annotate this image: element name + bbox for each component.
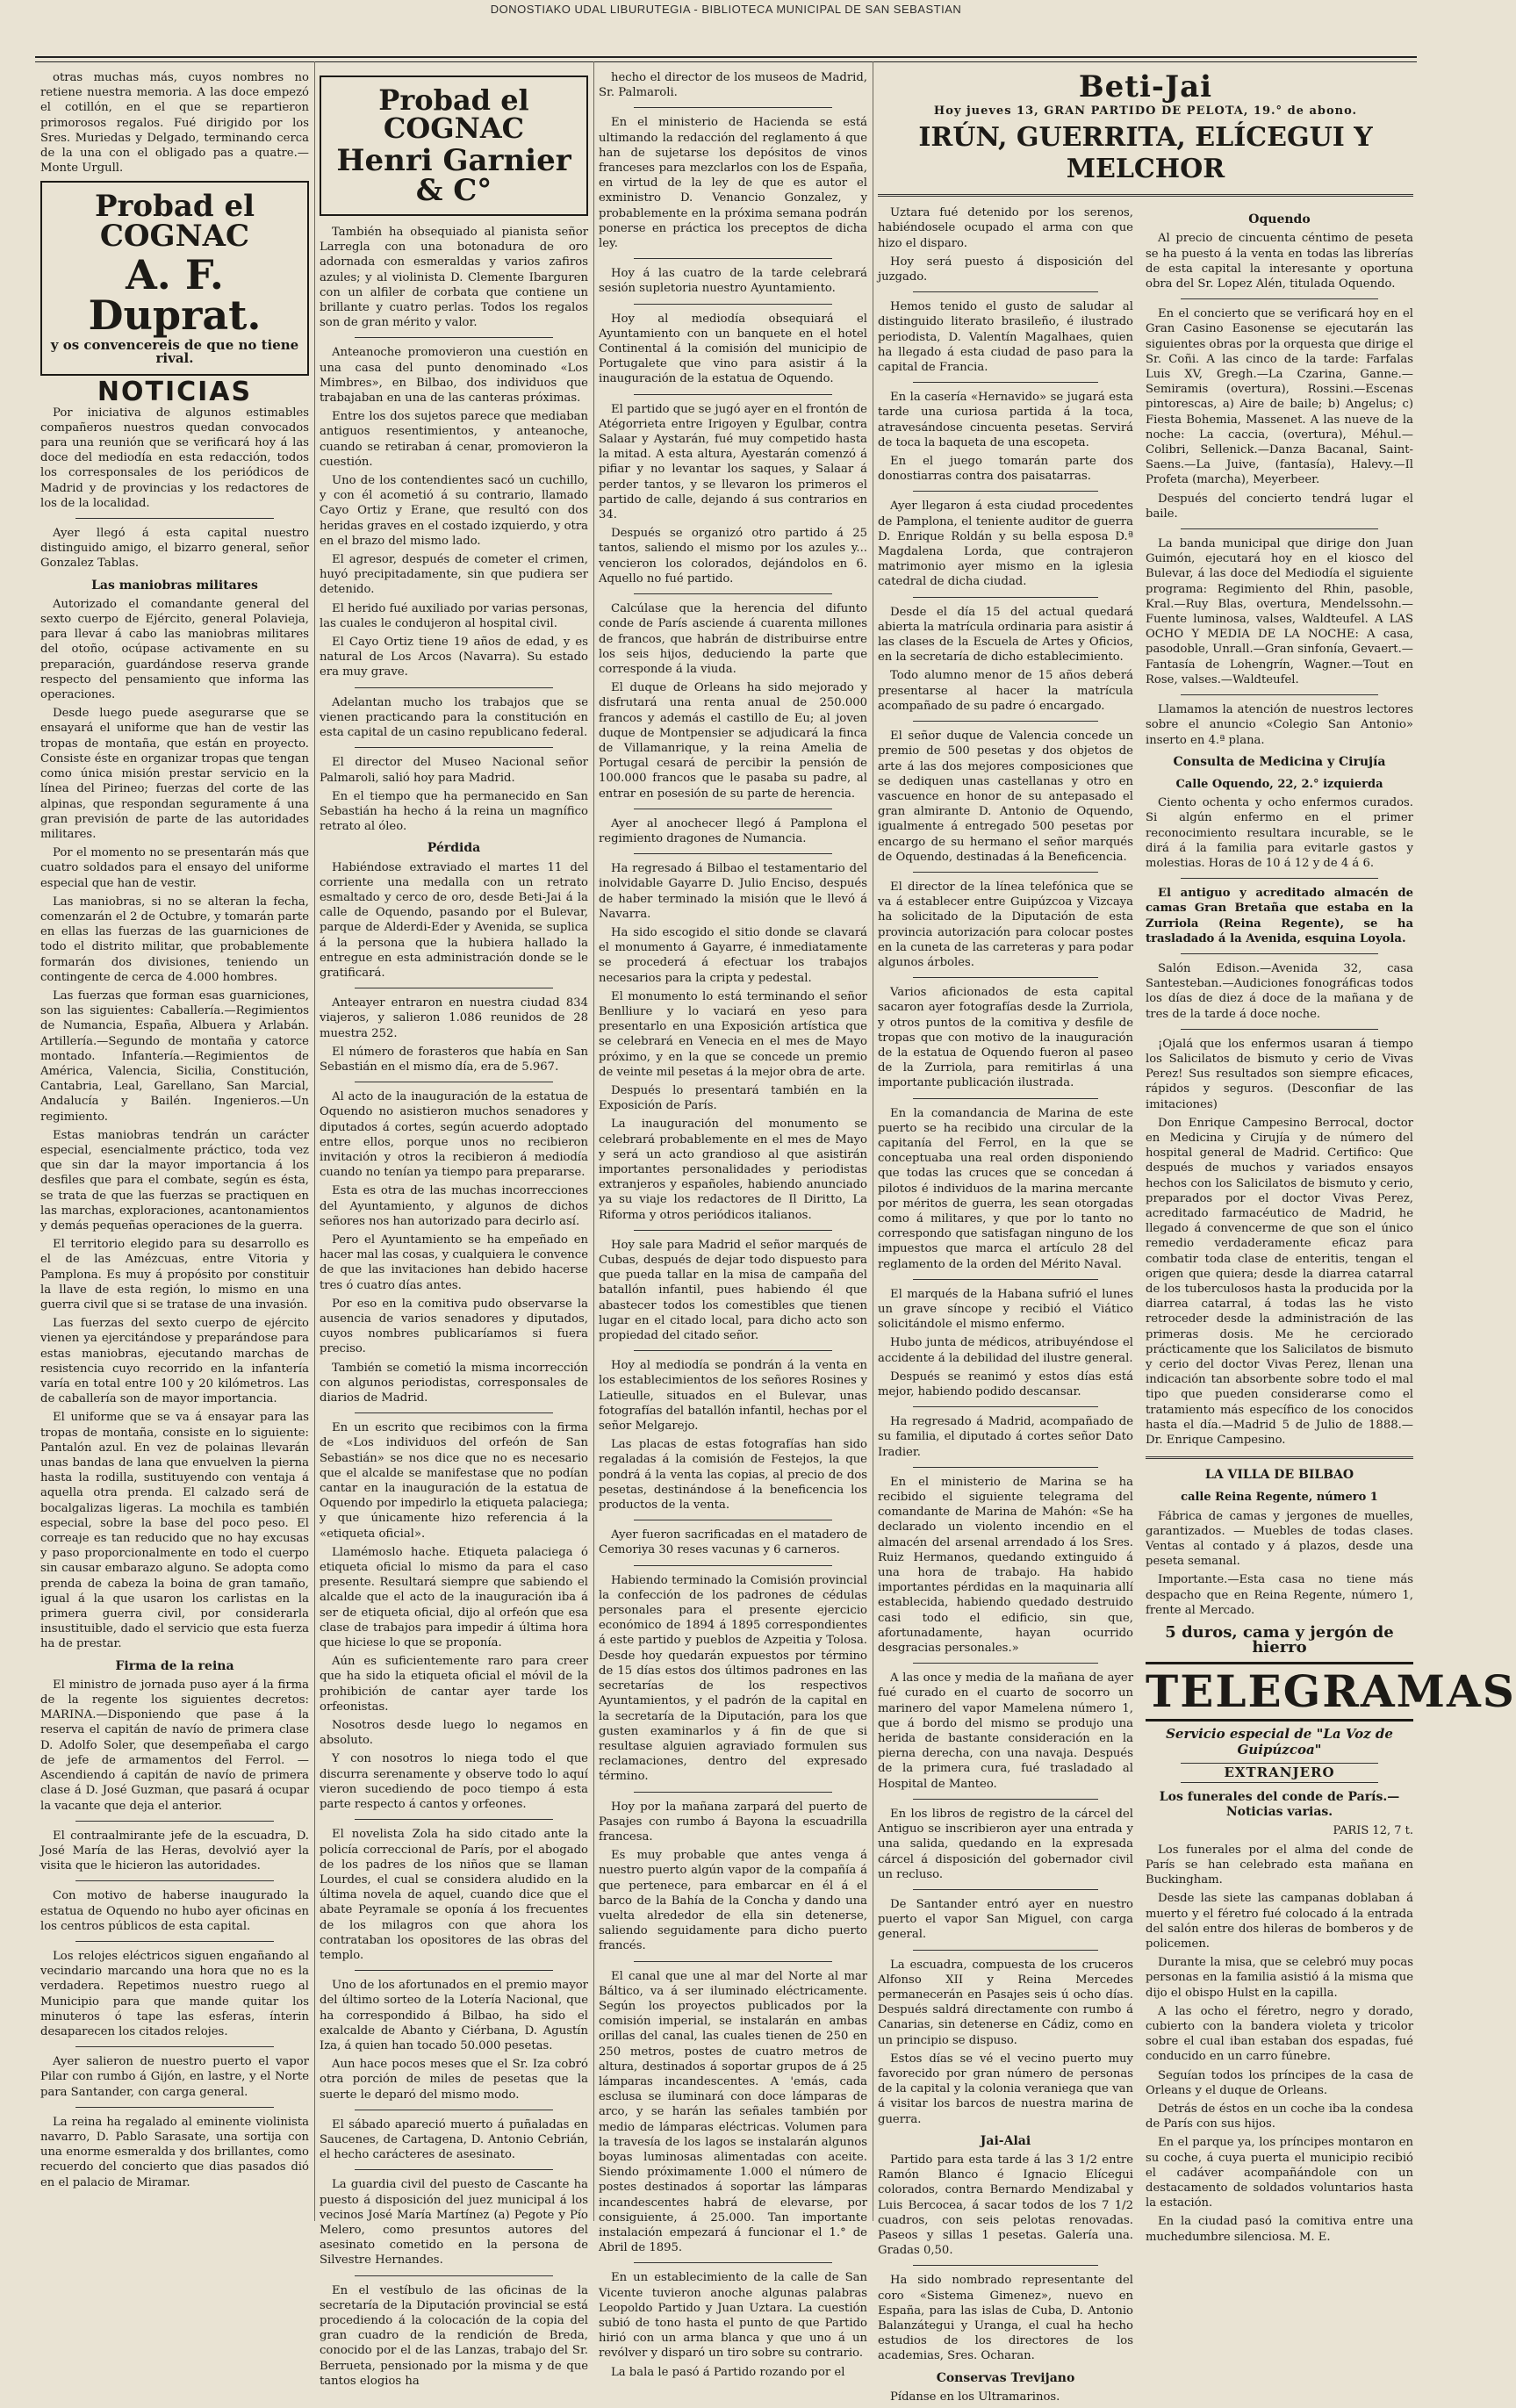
paragraph: Estos días se vé el vecino puerto muy favorecido por gran número de personas de la capital y la colonia veraniega que van á visitar los barcos de nuestra marina de guerra. (878, 2052, 1133, 2126)
paragraph: Todo alumno menor de 15 años deberá presentarse al hacer la matrícula acompañado de su padre ó encargado. (878, 669, 1133, 713)
paragraph: Hubo junta de médicos, atribuyéndose el accidente á la debilidad del ilustre general. (878, 1336, 1133, 1365)
paragraph: Pídanse en los Ultramarinos. (890, 2390, 1060, 2404)
paragraph: En el tiempo que ha permanecido en San Sebastián ha hecho á la reina un magnífico retrato al óleo. (320, 789, 588, 834)
ad-tagline: y os convencereis de que no tiene rival. (50, 337, 299, 367)
divider (634, 394, 832, 395)
paragraph: El Cayo Ortiz tiene 19 años de edad, y es natural de Los Arcos (Navarra). Su estado era muy grave. (320, 636, 588, 679)
paragraph: El ministro de jornada puso ayer á la firma de la regente los siguientes decretos: MARINA.—Disponiendo que pase á la reserva el capitán de navío de primera clase D. Adolfo Soler, que desempeñaba el cargo de jefe de armamentos del Ferrol. —Ascendiendo á capitán de navío de primera clase á D. José Guzman, que pasará á ocupar la vacante que deja el anterior. (40, 1678, 309, 1813)
divider (355, 1970, 553, 1971)
paragraph: En el concierto que se verificará hoy en el Gran Casino Easonense se ejecutarán las siguientes obras por la orquesta que dirige el Sr. Coñi. A las cinco de la tarde: Farfalas Luis XV, Gregh.—La Czarina, Ganne.—Semiramis (overtura), Rossini.—Escenas pintorescas, a) Aire de baile; b) Angelus; c) Fiesta Bohemia, Massenet. A las nueve de la noche: La caccia, (overtura), Méhul.—Colibri, Sellenick.—Danza Bacanal, Saint-Saens.—La Juive, (fantasía), Halevy.—Il Profeta (marcha), Meyerbeer. (1146, 307, 1413, 487)
divider (355, 337, 553, 338)
heading-villa-bilbao: LA VILLA DE BILBAO (1204, 1468, 1354, 1483)
divider (913, 1467, 1098, 1468)
divider (913, 977, 1098, 978)
column-4 (878, 69, 1516, 2404)
paragraph: Calcúlase que la herencia del difunto conde de París asciende á cuarenta millones de francos, que habrán de distribuirse entre los seis hijos, deduciendo la parte que corresponde á la viuda. (599, 602, 867, 676)
telegramas-subtitle: Servicio especial de "La Voz de Guipúzcoa" (1166, 1726, 1393, 1757)
paragraph: El marqués de la Habana sufrió el lunes un grave síncope y recibió el Viático solicitándole el mismo enfermo. (878, 1287, 1133, 1332)
heading-perdida: Pérdida (427, 841, 481, 856)
paragraph: Ha sido escogido el sitio donde se clavará el monumento á Gayarre, é inmediatamente se procederá á efectuar los trabajos necesarios para la cripta y pedestal. (599, 925, 867, 985)
paragraph: Hoy al mediodía obsequiará el Ayuntamiento con un banquete en el hotel Continental á la comisión del municipio de Portugalete que vino para asistir á la inauguración de la estatua de Oquendo. (599, 312, 867, 386)
paragraph: Ayer llegaron á esta ciudad procedentes de Pamplona, el teniente auditor de guerra D. Enrique Roldán y su bella esposa D.ª Magdalena Lorda, que contrajeron matrimonio ayer mismo en la iglesia catedral de dicha ciudad. (878, 500, 1133, 589)
paragraph: Las fuerzas del sexto cuerpo de ejército vienen ya ejercitándose y preparándose para estas maniobras, ejecutando marchas de resistencia cuyo recorrido en la infantería varía en total entre 100 y 20 kilómetros. Las de caballería son de mayor importancia. (40, 1317, 309, 1406)
divider (913, 2265, 1098, 2266)
paragraph: Adelantan mucho los trabajos que se vienen practicando para la constitución en esta capital de un casino republicano federal. (320, 695, 588, 740)
heading-firma: Firma de la reina (115, 1658, 234, 1673)
paragraph: Durante la misa, que se celebró muy pocas personas en la familia asistió á la misma que dijo el obispo Hulst en la capilla. (1146, 1956, 1413, 2000)
divider (1181, 694, 1378, 695)
paragraph: Pero el Ayuntamiento se ha empeñado en hacer mal las cosas, y cualquiera le convence de que las invitaciones han debido hacerse tres ó cuatro días antes. (320, 1233, 588, 1292)
paragraph: Hoy por la mañana zarpará del puerto de Pasajes con rumbo á Bayona la escuadrilla francesa. (599, 1800, 867, 1844)
paragraph: Salón Edison.—Avenida 32, casa Santesteban.—Audiciones fonográficas todos los días de diez á doce de la mañana y de tres de la tarde á doce noche. (1146, 961, 1413, 1021)
divider (913, 291, 1098, 292)
divider (75, 1821, 274, 1822)
heading-oquendo: Oquendo (1248, 212, 1311, 227)
paragraph: El director del Museo Nacional señor Palmaroli, salió hoy para Madrid. (320, 756, 588, 785)
divider (75, 2046, 274, 2047)
paragraph: Entre los dos sujetos parece que mediaban antiguos resentimientos, y anteanoche, cuando se retiraban á cenar, promovieron la cuestión. (320, 410, 588, 469)
divider (75, 518, 274, 519)
column-4b (1146, 205, 1516, 2408)
divider (355, 687, 553, 688)
ad-brand: A. F. Duprat. (88, 251, 262, 340)
paragraph: El uniforme que se va á ensayar para las tropas de montaña, consiste en lo siguiente: Pantalón azul. En vez de polainas llevarán unas bandas de lana que envuelven la pierna hasta la rodilla, sustituyendo con ventaja á aquella otra prenda. El calzado será de bocalgalizas ligeras. La mochila es también especial, sobre la base del poco peso. El correaje es tan reducido que no hay excusas y paso proporcionalmente en todo el cuerpo sin causar embarazo alguno. Se adopta como prenda de cabeza la boina de gran tamaño, igual á la que usaron los carlistas en la primera guerra civil, por considerarla insustituible, dado el servicio que esta fuerza ha de prestar. (40, 1411, 309, 1651)
paragraph: Nosotros desde luego lo negamos en absoluto. (320, 1719, 588, 1748)
divider (1181, 1029, 1378, 1030)
beti-jai-title: Beti-Jai (1078, 69, 1213, 104)
heading-jai-alai: Jai-Alai (980, 2133, 1031, 2148)
paragraph: En el ministerio de Marina se ha recibido el siguiente telegrama del comandante de Marina de Mahón: «Se ha declarado un violento incendio en el almacén del arsenal arrendado á los Sres. Ruiz Hermanos, quedando extinguido á una hora de trabajo. Ha habido importantes pérdidas en la maquinaria allí establecida, habiendo quedado destruido casi todo el edificio, sin que, afortunadamente, hayan ocurrido desgracias personales.» (878, 1475, 1133, 1656)
divider (75, 1941, 274, 1942)
paragraph: Después del concierto tendrá lugar el baile. (1146, 492, 1413, 521)
paragraph: El antiguo y acreditado almacén de camas Gran Bretaña que estaba en la Zurriola (Reina Regente), se ha trasladado á la Avenida, esquina Loyola. (1146, 887, 1413, 945)
paragraph: La bala le pasó á Partido rozando por el (611, 2365, 845, 2379)
paragraph: Las placas de estas fotografías han sido regaladas á la comisión de Festejos, la que pondrá á la venta las copias, al precio de dos pesetas, destinándose á la beneficencia los productos de la venta. (599, 1438, 867, 1513)
paragraph: Los funerales por el alma del conde de París se han celebrado esta mañana en Buckingham. (1146, 1843, 1413, 1887)
paragraph: Ciento ochenta y ocho enfermos curados. Si algún enfermo en el primer reconocimiento resultara incurable, se le dirá á la familia para evitarle gastos y molestias. Horas de 10 á 12 y de 4 á 6. (1146, 796, 1413, 870)
ad-headline: Probad el COGNAC (94, 189, 255, 255)
cognac-garnier-ad (320, 75, 588, 216)
divider (1181, 878, 1378, 879)
paragraph: Aún es suficientemente raro para creer que ha sido la etiqueta oficial el móvil de la prohibición de cantar ayer tarde los orfeonistas. (320, 1655, 588, 1714)
paragraph: otras muchas más, cuyos nombres no retiene nuestra memoria. A las doce empezó el cotillón, en el que se repartieron primorosos regalos. Fué dirigido por los Sres. Muriedas y Delgado, terminando cerca de la una con el obligado pas a quatre.—Monte Urgull. (40, 71, 309, 176)
telegramas-title: TELEGRAMAS (1146, 1662, 1413, 1722)
paragraph: El duque de Orleans ha sido mejorado y disfrutará una renta anual de 250.000 francos y además el castillo de Eu; al joven duque de Montpensier se adjudicará la finca de Villamanrique, y la reina Amelia de Portugal cesará de percibir la pensión de 100.000 francos que le pasaba su padre, al entrar en posesión de su parte de herencia. (599, 681, 867, 801)
telegramas-section (1146, 1662, 1516, 1783)
divider (634, 304, 832, 305)
divider (634, 593, 832, 594)
divider (75, 2107, 274, 2108)
divider (913, 597, 1098, 598)
divider (634, 1792, 832, 1793)
paragraph: En un establecimiento de la calle de San Vicente tuvieron anoche algunas palabras Leopoldo Partido y Juan Uztara. La cuestión subió de tono hasta el punto de que Partido hirió con un arma blanca y que uno á un revólver y disparó un tiro sobre su contrario. (599, 2271, 867, 2361)
column-rule (314, 61, 315, 2221)
paragraph: El director de la línea telefónica que se va á establecer entre Guipúzcoa y Vizcaya ha solicitado de la Diputación de esta provincia autorización para colocar postes en la cuneta de las carreteras y para podar algunos árboles. (878, 880, 1133, 969)
paragraph: En los libros de registro de la cárcel del Antiguo se inscribieron ayer una entrada y una salida, quedando en la expresada cárcel á disposición del gobernador civil un recluso. (878, 1807, 1133, 1881)
divider (913, 1950, 1098, 1951)
cognac-duprat-ad (40, 181, 309, 376)
paragraph: Con motivo de haberse inaugurado la estatua de Oquendo no hubo ayer oficinas en los centros públicos de esta capital. (40, 1889, 309, 1933)
paragraph: La guardia civil del puesto de Cascante ha puesto á disposición del juez municipal á los vecinos José María Martínez (a) Pegote y Pío Melero, como presuntos autores del asesinato cometido en la persona de Silvestre Hernandes. (320, 2178, 588, 2268)
paragraph: La banda municipal que dirige don Juan Guimón, ejecutará hoy en el kiosco del Bulevar, á las doce del Mediodía el siguiente programa: Regimiento del Rhin, pasoble, Kral.—Ruy Blas, overtura, Mendelssohn.—Fuente luminosa, valses, Waldteufel. A LAS OCHO Y MEDIA DE LA NOCHE: A casa, pasodoble, Unrall.—Gran sinfonía, Gevaert.—Fantasía de Lohengrín, Wagner.—Tout en Rose, valses.—Waldteufel. (1146, 537, 1413, 686)
paragraph: Llamamos la atención de nuestros lectores sobre el anuncio «Colegio San Antonio» inserto en 4.ª plana. (1146, 703, 1413, 747)
column-1 (40, 70, 309, 2212)
paragraph: Ha regresado á Madrid, acompañado de su familia, el diputado á cortes señor Dato Iradier. (878, 1415, 1133, 1459)
beti-jai-players: IRÚN, GUERRITA, ELÍCEGUI Y MELCHOR (918, 122, 1373, 185)
paragraph: Después se organizó otro partido á 25 tantos, saliendo el mismo por los azules y... vencieron los colorados, dejándolos en 6. Aquello no fué partido. (599, 527, 867, 586)
divider (878, 194, 1413, 197)
paragraph: Hoy sale para Madrid el señor marqués de Cubas, después de dejar todo dispuesto para que pueda tallar en la misa de campaña del batallón infantil, pues habiendo él que abastecer todos los comestibles que tienen lugar en el citado local, para dicho acto son propiedad del citado señor. (599, 1238, 867, 1343)
divider (913, 1098, 1098, 1099)
paragraph: Aun hace pocos meses que el Sr. Iza cobró otra porción de miles de pesetas que la suerte le deparó del mismo modo. (320, 2058, 588, 2102)
paragraph: Habiendo terminado la Comisión provincial la confección de los padrones de cédulas personales para el presente ejercicio económico de 1894 á 1895 correspondientes á este partido y pueblos de Azpeitia y Tolosa. Desde hoy quedarán expuestos por término de 15 días estos dos últimos padrones en las secretarías de los respectivos Ayuntamientos, y el padrón de la capital en la secretaría de la Diputación, para los que gusten examinarlos y á fin de que si resultase alguien agraviado formulen sus reclamaciones, dentro del expresado término. (599, 1573, 867, 1784)
divider (355, 1412, 553, 1413)
divider (634, 1350, 832, 1351)
divider (1181, 528, 1378, 529)
paragraph: Y con nosotros lo niega todo el que discurra serenamente y observe todo lo aquí vieron sucediendo de poco tiempo á esta parte respecto á cantos y orfeones. (320, 1752, 588, 1812)
divider (913, 1279, 1098, 1280)
divider (1181, 953, 1378, 954)
column-2 (320, 70, 588, 2388)
paragraph: El agresor, después de cometer el crimen, huyó precipitadamente, sin que pudiera ser detenido. (320, 553, 588, 597)
paragraph: ¡Ojalá que los enfermos usaran á tiempo los Salicilatos de bismuto y cerio de Vivas Perez! Sus resultados son siempre eficaces, rápidos y seguros. (Desconfiar de las imitaciones) (1146, 1037, 1413, 1111)
paragraph: Anteanoche promovieron una cuestión en una casa del punto denominado «Los Mimbres», en Bilbao, dos individuos que trabajaban en una de las canteras próximas. (320, 346, 588, 406)
dateline: PARIS 12, 7 t. (1333, 1824, 1413, 1838)
paragraph: Hemos tenido el gusto de saludar al distinguido literato brasileño, é ilustrado periodista, D. Valentín Magalhaes, quien ha llegado á esta ciudad de paso para la capital de Francia. (878, 300, 1133, 375)
paragraph: En el juego tomarán parte dos donostiarras contra dos paisatarras. (878, 455, 1133, 484)
paragraph: En el vestíbulo de las oficinas de la secretaría de la Diputación provincial se está procediendo á la colocación de la copia del gran cuadro de la rendición de Breda, conocido por el de las Lanzas, trabajo del Sr. Berrueta, pensionado por la misma y de que tantos elogios ha (320, 2283, 588, 2388)
paragraph: El canal que une al mar del Norte al mar Báltico, va á ser iluminado eléctricamente. Según los proyectos publicados por la comisión imperial, se instalarán en ambas orillas del canal, las cuales tienen de 250 en 250 metros, postes de cuatro metros de altura, destinados á soportar grupos de á 25 lámparas incandescentes. A 'emás, cada esclusa se iluminará con doce lámparas de arco, y se harán las señales también por medio de lámparas eléctricas. Volumen para la travesía de los lagos se instalarán algunos boyas luminosas alimentadas con aceite. Siendo próximamente 1.000 el número de postes destinados á soportar las lámparas incandescentes habrá de elevarse, por consiguiente, á 25.000. Tan importante instalación empezará á funcionar el 1.° de Abril de 1895. (599, 1969, 867, 2255)
paragraph: Por eso en la comitiva pudo observarse la ausencia de varios senadores y diputados, cuyos nombres publicaríamos si fuera preciso. (320, 1297, 588, 1356)
library-banner: DONOSTIAKO UDAL LIBURUTEGIA - BIBLIOTECA MUNICIPAL DE SAN SEBASTIAN (490, 3, 962, 16)
paragraph: Hoy al mediodía se pondrán á la venta en los establecimientos de los señores Rosines y Latieulle, situados en el Bulevar, unas fotografías del batallón infantil, hechas por el señor Melgarejo. (599, 1359, 867, 1434)
paragraph: El señor duque de Valencia concede un premio de 500 pesetas y dos objetos de arte á las dos mejores composiciones que se dediquen unas castellanas y otro en vascuence en honor de su antepasado el gran almirante D. Antonio de Oquendo, igualmente á entregado 500 pesetas por encargo de su hermano el señor marqués de Oquendo, destinadas á la Beneficencia. (878, 730, 1133, 864)
divider (355, 2275, 553, 2276)
divider (913, 382, 1098, 383)
paragraph: El novelista Zola ha sido citado ante la policía correccional de París, por el abogado de los padres de los niños que se llaman Lourdes, el cual se considera aludido en la última novela de aquel, cuando dice que el abate Peyramale se oponía á los frecuentes de los milagros con que ahora los contrataban los opositores de las obras del templo. (320, 1828, 588, 1962)
paragraph: Ha sido nombrado representante del coro «Sistema Gimenez», nuevo en España, para las islas de Cuba, D. Antonio Balanzátegui y Uranga, el cual ha hecho estudios de los directores de los academias, Sres. Ocharan. (878, 2274, 1133, 2363)
divider (913, 1889, 1098, 1890)
paragraph: La escuadra, compuesta de los cruceros Alfonso XII y Reina Mercedes permanecerán en Pasajes seis ú ocho días. Después saldrá directamente con rumbo á Canarias, sin detenerse en Cádiz, como en un principio se dispuso. (878, 1958, 1133, 2047)
ad-headline: Probad el COGNAC (378, 83, 529, 145)
divider (355, 2169, 553, 2170)
section-title-noticias: NOTICIAS (97, 377, 253, 408)
column-4-split (878, 205, 1516, 2408)
paragraph: Las maniobras, si no se alteran la fecha, comenzarán el 2 de Octubre, y tomarán parte en ellas las fuerzas de las guarniciones de todo el distrito militar, que probablemente formarán dos divisiones, teniendo un contingente de cerca de 4.000 hombres. (40, 895, 309, 984)
price-line: 5 duros, cama y jergón de hierro (1165, 1623, 1394, 1657)
divider (634, 1961, 832, 1962)
paragraph: De Santander entró ayer en nuestro puerto el vapor San Miguel, con carga general. (878, 1897, 1133, 1942)
paragraph: Fábrica de camas y jergones de muelles, garantizados. — Muebles de todas clases. Ventas al contado y á plazos, desde una peseta semanal. (1146, 1509, 1413, 1569)
divider (634, 1565, 832, 1566)
paragraph: En la casería «Hernavido» se jugará esta tarde una curiosa partida á la toca, atravesándose cincuenta pesetas. Servirá de toca la baqueta de una escopeta. (878, 391, 1133, 449)
paragraph: Las fuerzas que forman esas guarniciones, son las siguientes: Caballería.—Regimientos de Numancia, España, Albuera y Arlabán. Artillería.—Segundo de montaña y catorce montado. Infantería.—Regimientos de América, Valencia, Sicilia, Constitución, Cantabria, Leal, Garellano, San Marcial, Andalucía y Bailén. Ingenieros.—Un regimiento. (40, 988, 309, 1124)
paragraph: Hoy será puesto á disposición del juzgado. (878, 255, 1133, 284)
divider (75, 1880, 274, 1881)
paragraph: Por iniciativa de algunos estimables compañeros nuestros quedan convocados para una reunión que se verificará hoy á las doce del mediodía en esta redacción, todos los corresponsales de los periódicos de Madrid y de provincias y los redactores de los de la localidad. (40, 406, 309, 510)
consulta-address: Calle Oquendo, 22, 2.° izquierda (1175, 777, 1383, 791)
paragraph: También ha obsequiado al pianista señor Larregla con una botonadura de oro adornada con esmeraldas y varios zafiros azules; y al violinista D. Clemente Ibarguren con un alfiler de corbata que contiene un brillante y cuatro perlas. Todos los regalos son de gran mérito y valor. (320, 226, 588, 330)
divider (1146, 1456, 1413, 1459)
telegram-headline: Los funerales del conde de París.—Noticias varias. (1159, 1790, 1400, 1820)
telegramas-extranjero: EXTRANJERO (1181, 1763, 1378, 1783)
paragraph: Importante.—Esta casa no tiene más despacho que en Reina Regente, número 1, frente al Mercado. (1146, 1573, 1413, 1617)
paragraph: Uno de los contendientes sacó un cuchillo, y con él acometió á su contrario, llamado Cayo Ortiz y Erane, que resultó con dos heridas graves en el costado izquierdo, y otra en el brazo del mismo lado. (320, 474, 588, 548)
heading-consulta: Consulta de Medicina y Cirujía (1173, 754, 1386, 769)
paragraph: Al precio de cincuenta céntimo de peseta se ha puesto á la venta en todas las librerías de esta capital la interesante y oportuna obra del Sr. Lopez Alén, titulada Oquendo. (1146, 232, 1413, 291)
divider (355, 747, 553, 748)
paragraph: Esta es otra de las muchas incorrecciones del Ayuntamiento, y algunos de dichos señores nos han autorizado para decirlo así. (320, 1184, 588, 1228)
divider (634, 107, 832, 108)
paragraph: El número de forasteros que había en San Sebastián en el mismo día, era de 5.967. (320, 1045, 588, 1074)
paragraph: El territorio elegido para su desarrollo es el de las Amézcuas, entre Vitoria y Pamplona. Es muy á propósito por constituir la llave de esta región, lo mismo en una guerra civil que si se tratase de una invasión. (40, 1238, 309, 1312)
paragraph: Es muy probable que antes venga á nuestro puerto algún vapor de la compañía á que pertenece, para embarcar en él á el barco de la Bahía de la Concha y dando una vuelta alrededor de ella sin detenerse, saliendo seguidamente para dicho puerto francés. (599, 1849, 867, 1953)
beti-jai-notice (878, 70, 1413, 185)
heading-conservas: Conservas Trevijano (936, 2370, 1075, 2385)
divider (913, 721, 1098, 722)
ad-brand: Henri Garnier & C° (336, 143, 571, 208)
paragraph: Los relojes eléctricos siguen engañando al vecindario marcando una hora que no es la verdadera. Repetimos nuestro ruego al Municipio para que mande quitar los minuteros ó tape las esferas, ínterin desaparecen los citados relojes. (40, 1949, 309, 2038)
paragraph: Partido para esta tarde á las 3 1/2 entre Ramón Blanco é Ignacio Elícegui colorados, contra Bernardo Mendizabal y Luis Bercocea, á sacar todos de los 7 1/2 cuadros, con seis pelotas renovadas. Paseos y sillas 1 pesetas. Galería una. Gradas 0,50. (878, 2153, 1133, 2258)
divider (634, 853, 832, 854)
paragraph: A las ocho el féretro, negro y dorado, cubierto con la bandera violeta y tricolor sobre el cual iban estaban dos espadas, fué conducido en un carro fúnebre. (1146, 2004, 1413, 2064)
paragraph: Autorizado el comandante general del sexto cuerpo de Ejército, general Polavieja, para llevar á cabo las maniobras militares del otoño, ocúpase activamente en su preparación, guardándose reserva grande respecto del pensamiento que informa las operaciones. (40, 597, 309, 702)
paragraph: Por el momento no se presentarán más que cuatro soldados para el ensayo del uniforme especial que han de vestir. (40, 846, 309, 890)
paragraph: Uztara fué detenido por los serenos, habiéndosele ocupado el arma con que hizo el disparo. (878, 206, 1133, 250)
paragraph: Varios aficionados de esta capital sacaron ayer fotografías desde la Zurriola, y otros puntos de la comitiva y desfile de tropas que con motivo de la inauguración de la estatua de Oquendo fueron al paseo de la Zurriola, para remitirlas á una importante publicación ilustrada. (878, 986, 1133, 1090)
paragraph: Después lo presentará también en la Exposición de París. (599, 1083, 867, 1113)
paragraph: En el ministerio de Hacienda se está ultimando la redacción del reglamento á que han de sujetarse los depósitos de vinos franceses para mezclarlos con los de España, en virtud de la ley de que es autor el exministro D. Venancio Gonzalez, y probablemente en la próxima semana podrán ponerse en práctica los preceptos de dicha ley. (599, 116, 867, 251)
paragraph: En la comandancia de Marina de este puerto se ha recibido una circular de la capitanía del Ferrol, en la que se conceptuaba una real orden disponiendo que todas las cruces que se concedan á pilotos é individuos de la marina mercante por méritos de guerra, les sean otorgadas como á militares, y que por lo tanto no correspondo que satisfagan ninguno de los impuestos que marca el artículo 28 del reglamento de la orden del Mérito Naval. (878, 1106, 1133, 1271)
paragraph: Después se reanimó y estos días está mejor, habiendo podido descansar. (878, 1369, 1133, 1399)
paragraph: El monumento lo está terminando el señor Benlliure y lo vaciará en yeso para presentarlo en una Exposición artística que se celebrará en Venecia en el mes de Mayo próximo, y en la que se concede un premio de veinte mil pesetas á la mejor obra de arte. (599, 989, 867, 1079)
paragraph: Hoy á las cuatro de la tarde celebrará sesión supletoria nuestro Ayuntamiento. (599, 267, 867, 296)
divider (355, 1819, 553, 1820)
paragraph: El sábado apareció muerto á puñaladas en Saucenes, de Cartagena, D. Antonio Cebrián, el hecho carácteres de asesinato. (320, 2117, 588, 2162)
column-4a (878, 205, 1133, 2408)
paragraph: Desde las siete las campanas doblaban á muerto y el féretro fué colocado á la entrada del salón entre dos hileras de bomberos y de policemen. (1146, 1892, 1413, 1951)
paragraph: La inauguración del monumento se celebrará probablemente en el mes de Mayo y será un acto grandioso al que asistirán importantes personalidades y periodistas extranjeros y españoles, habiendo anunciado ya su viaje los redactores de Il Diritto, La Riforma y otros periódicos italianos. (599, 1118, 867, 1222)
paragraph: Desde el día 15 del actual quedará abierta la matrícula ordinaria para asistir á las clases de la Escuela de Artes y Oficios, en la secretaría de dicho establecimiento. (878, 605, 1133, 665)
paragraph: A las once y media de la mañana de ayer fué curado en el cuarto de socorro un marinero del vapor Mamelena número 1, que á bordo del mismo se produjo una herida de bastante consideración en la pierna derecha, con una navaja. Después de la primera cura, fué trasladado al Hospital de Manteo. (878, 1671, 1133, 1791)
villa-address: calle Reina Regente, número 1 (1181, 1491, 1378, 1505)
paragraph: Estas maniobras tendrán un carácter especial, esencialmente práctico, toda vez que sin dar la mayor importancia á los desfiles que para el combate, según es ésta, se trata de que las fuerzas se practiquen en las marchas, exploraciones, acantonamientos y demás pequeñas operaciones de la guerra. (40, 1128, 309, 1233)
paragraph: El contraalmirante jefe de la escuadra, D. José María de las Heras, devolvió ayer la visita que le hicieron las autoridades. (40, 1829, 309, 1873)
divider (634, 1230, 832, 1231)
divider (634, 2262, 832, 2263)
paragraph: También se cometió la misma incorrección con algunos periodistas, corresponsales de diarios de Madrid. (320, 1361, 588, 1405)
divider (913, 491, 1098, 492)
paragraph: Desde luego puede asegurarse que se ensayará el uniforme que han de vestir las tropas de montaña, que están en proyecto. Consiste éste en organizar tropas que tengan como única misión prestar servicio en la línea del Pirineo; fuerzas del corte de las alpinas, que respondan seguramente á una gran previsión de parte de las autoridades militares. (40, 707, 309, 841)
column-rule (593, 61, 594, 2221)
paragraph: Uno de los afortunados en el premio mayor del último sorteo de la Lotería Nacional, que ha correspondido á Bilbao, ha sido el exalcalde de Abanto y Ciérbana, D. Agustín Iza, á quien han tocado 50.000 pesetas. (320, 1979, 588, 2052)
paragraph: Seguían todos los príncipes de la casa de Orleans y el duque de Orleans. (1146, 2068, 1413, 2097)
paragraph: Llamémoslo hache. Etiqueta palaciega ó etiqueta oficial lo mismo da para el caso presente. Resultará siempre que sabiendo el alcalde que el acto de la inauguración iba á ser de etiqueta oficial, dijo al orfeón que esa clase de trabajos para impedir á última hora que hiciese lo que se proponía. (320, 1545, 588, 1650)
paragraph: Ayer salieron de nuestro puerto el vapor Pilar con rumbo á Gijón, en lastre, y el Norte para Santander, con carga general. (40, 2055, 309, 2099)
paragraph: Ayer fueron sacrificadas en el matadero de Cemoriya 30 reses vacunas y 6 carneros. (599, 1528, 867, 1557)
divider (1181, 298, 1378, 299)
divider (634, 258, 832, 259)
paragraph: Ayer llegó á esta capital nuestro distinguido amigo, el bizarro general, señor Gonzalez Tablas. (40, 527, 309, 571)
heading-maniobras: Las maniobras militares (91, 578, 258, 593)
beti-jai-subtitle: Hoy jueves 13, GRAN PARTIDO DE PELOTA, 19.° de abono. (933, 104, 1358, 118)
paragraph: En un escrito que recibimos con la firma de «Los individuos del orfeón de San Sebastián» se nos dice que no es necesario que el alcalde se manifestase que no podían cantar en la inauguración de la estatua de Oquendo por impedirlo la etiqueta palaciega; y que únicamente hizo referencia á la «etiqueta oficial». (320, 1421, 588, 1541)
paragraph: El herido fué auxiliado por varias personas, las cuales le condujeron al hospital civil. (320, 601, 588, 630)
paragraph: Ayer al anochecer llegó á Pamplona el regimiento dragones de Numancia. (599, 816, 867, 845)
divider (913, 1406, 1098, 1407)
divider (913, 1799, 1098, 1800)
paragraph: Anteayer entraron en nuestra ciudad 834 viajeros, y salieron 1.086 reunidos de 28 muestra 252. (320, 996, 588, 1040)
paragraph: hecho el director de los museos de Madrid, Sr. Palmaroli. (599, 71, 867, 100)
paragraph: La reina ha regalado al eminente violinista navarro, D. Pablo Sarasate, una sortija con una enorme esmeralda y dos brillantes, como recuerdo del concierto que dias pasados dió en el palacio de Miramar. (40, 2115, 309, 2189)
paragraph: Detrás de éstos en un coche iba la condesa de París con sus hijos. (1146, 2102, 1413, 2131)
divider (913, 1663, 1098, 1664)
paragraph: En el parque ya, los príncipes montaron en su coche, á cuya puerta el municipio recibió el cadáver acompañándole con un destacamento de soldados voluntarios hasta la estación. (1146, 2136, 1413, 2210)
paragraph: Habiéndose extraviado el martes 11 del corriente una medalla con un retrato esmaltado y cerco de oro, desde Beti-Jai á la calle de Oquendo, pasando por el Bulevar, parque de Alderdi-Eder y Avenida, se suplica á la persona que la hubiera hallado la entregue en esta administración donde se le gratificará. (320, 860, 588, 980)
paragraph: Al acto de la inauguración de la estatua de Oquendo no asistieron muchos senadores y diputados á cortes, según acuerdo adoptado entre ellos, porque unos no recibieron invitación y otros la recibieron á mediodía cuando no tenían ya tiempo para prepararse. (320, 1090, 588, 1180)
paragraph: En la ciudad pasó la comitiva entre una muchedumbre silenciosa. M. E. (1146, 2215, 1413, 2244)
masthead-rule (35, 56, 1417, 62)
paragraph: Don Enrique Campesino Berrocal, doctor en Medicina y Cirujía y de número del hospital general de Madrid. Certifico: Que después de muchos y variados ensayos hechos con los Salicilatos de bismuto y cerio, preparados por el doctor Vivas Perez, acreditado farmacéutico de Madrid, he llegado á convencerme de que son el único remedio verdaderamente eficaz para combatir toda clase de enteritis, tengan el origen que quiera; desde la diarrea catarral de los tuberculosos hasta la producida por la diarrea catarral, á todas las he visto retroceder desde la administración de las primeras dosis. Me he cerciorado prácticamente que los Salicilatos de bismuto y cerio del doctor Vivas Perez, llenan una indicación tan absorbente sobre todo el mal tipo que pueden considerarse como el tratamiento más específico de los conocidos hasta el día.—Madrid 5 de Julio de 1888.—Dr. Enrique Campesino. (1146, 1116, 1413, 1448)
column-3 (599, 70, 867, 2379)
divider (913, 872, 1098, 873)
paragraph: Ha regresado á Bilbao el testamentario del inolvidable Gayarre D. Julio Enciso, después de haber terminado la misión que le llevó á Navarra. (599, 862, 867, 921)
paragraph: El partido que se jugó ayer en el frontón de Atégorrieta entre Irigoyen y Egulbar, contra Salaar y Aystarán, fué muy competido hasta la mitad. A esta altura, Ayestarán comenzó á pifiar y no levantar los saques, y Salaar á perder tantos, y se llevaron los primeros el partido de calle, dejando á sus contrarios en 34. (599, 402, 867, 522)
